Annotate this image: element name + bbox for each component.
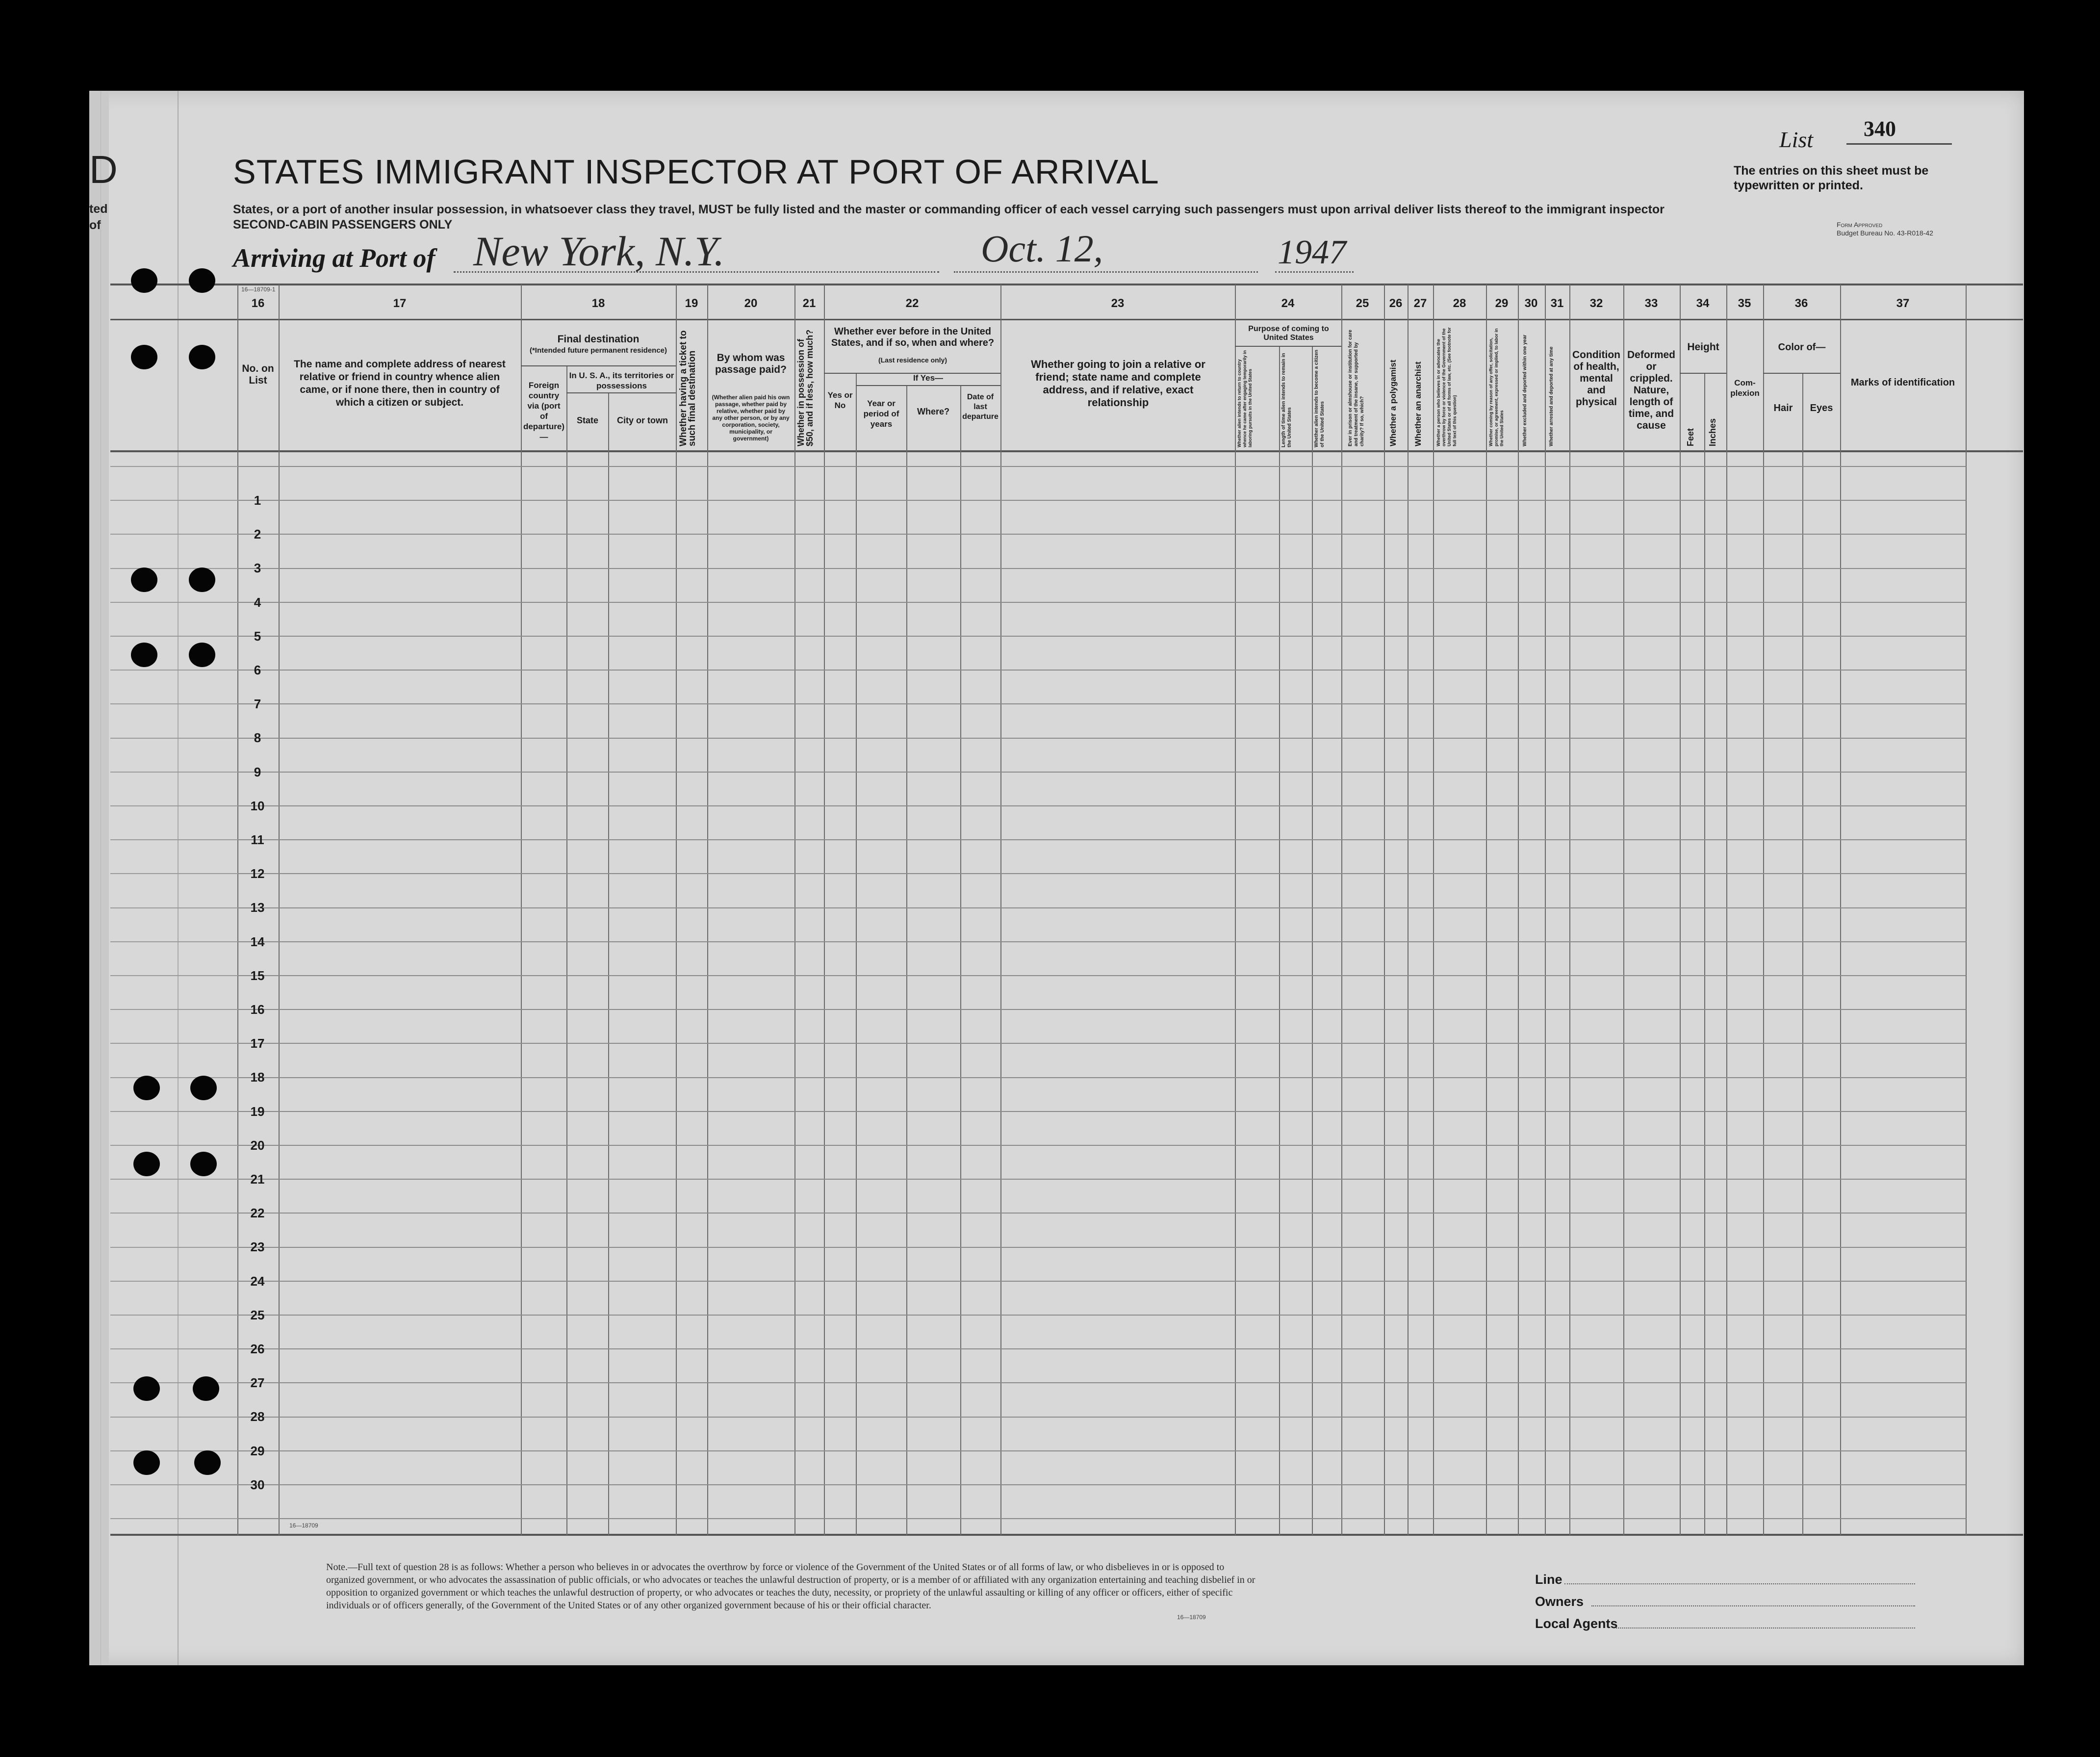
row-number: 28: [250, 1409, 265, 1424]
colnum-27: 27: [1413, 297, 1427, 310]
sub-rule: [1680, 373, 1726, 374]
row-number: 9: [254, 765, 261, 779]
row-rule: [237, 1315, 1966, 1316]
header-date-departure: Date of last departure: [962, 393, 999, 421]
col-divider: [1408, 284, 1409, 1535]
punch-hole: [189, 568, 215, 592]
row-rule-margin: [110, 1043, 238, 1044]
header-ticket: Whether having a ticket to such final destination: [678, 330, 697, 446]
row-rule: [237, 703, 1966, 704]
row-rule: [237, 1043, 1966, 1044]
header-feet: Feet: [1686, 428, 1695, 446]
date-line: [954, 271, 1258, 273]
header-years: Year or period of years: [863, 399, 899, 429]
row-rule-margin: [110, 907, 238, 908]
row-number: 13: [250, 900, 265, 915]
header-purpose: Purpose of coming to United States: [1248, 325, 1329, 342]
row-number: 16: [250, 1002, 265, 1017]
list-label: List: [1779, 127, 1814, 152]
instructions-line: States, or a port of another insular possession, in whatsoever class they travel, MUST be fully listed and the master or commanding officer of each vessel carrying such passengers must upon arrival deliver lists thereof to the immigrant inspector: [233, 203, 1665, 216]
col-divider: [566, 365, 567, 1535]
col-divider: [1726, 284, 1727, 1535]
colnum-22: 22: [905, 297, 919, 310]
row-rule-margin: [110, 873, 238, 874]
sub-rule: [1763, 373, 1840, 374]
colnum-19: 19: [685, 297, 698, 310]
colnum-23: 23: [1111, 297, 1125, 310]
header-purpose-return: Whether alien intends to return to country whence he came after engaging temporarily in laboring pursuits in the United States: [1237, 350, 1253, 447]
col-divider: [1569, 284, 1570, 1535]
row-number: 14: [250, 934, 265, 949]
row-rule-margin: [110, 1247, 238, 1248]
colnum-18: 18: [591, 297, 605, 310]
punch-hole: [189, 345, 215, 369]
partial-text-1: ted: [89, 202, 108, 216]
header-polygamist: Whether a polygamist: [1388, 360, 1398, 446]
row-number: 8: [254, 730, 261, 745]
row-number: 21: [250, 1172, 265, 1187]
row-rule: [237, 1009, 1966, 1010]
row-rule-margin: [110, 1417, 238, 1418]
colnum-25: 25: [1356, 297, 1369, 310]
row-rule-margin: [110, 1179, 238, 1180]
row-rule: [237, 1484, 1966, 1485]
row-rule-margin: [110, 1281, 238, 1282]
header-last-residence: (Last residence only): [878, 356, 948, 364]
row-number: 26: [250, 1342, 265, 1356]
row-rule-margin: [110, 466, 238, 467]
header-city: City or town: [617, 415, 668, 425]
row-rule: [237, 772, 1966, 773]
colnum-28: 28: [1453, 297, 1466, 310]
sub-rule: [521, 365, 676, 366]
row-rule: [237, 602, 1966, 603]
row-number: 17: [250, 1036, 265, 1051]
table-bottom-rule: [110, 1534, 2023, 1536]
row-rule: [237, 466, 1966, 467]
budget-bureau-number: Budget Bureau No. 43-R018-42: [1837, 229, 1933, 237]
sub-rule: [856, 385, 1000, 386]
col-divider: [824, 284, 825, 1535]
row-rule: [237, 975, 1966, 976]
header-eyes: Eyes: [1810, 403, 1833, 413]
row-number: 20: [250, 1138, 265, 1153]
row-rule: [237, 670, 1966, 671]
row-rule-margin: [110, 636, 238, 637]
row-number: 6: [254, 663, 261, 677]
col-divider: [1802, 373, 1803, 1535]
row-number: 18: [250, 1070, 265, 1085]
colnum-16: 16: [251, 297, 265, 310]
header-excluded: Whether excluded and deported within one year: [1522, 335, 1528, 446]
punch-hole: [190, 1076, 217, 1100]
col-divider: [856, 373, 857, 1535]
row-rule-margin: [110, 568, 238, 569]
col-divider: [279, 284, 280, 1535]
sub-rule: [566, 392, 676, 393]
row-rule: [237, 500, 1966, 501]
row-rule: [237, 941, 1966, 942]
row-rule-margin: [110, 500, 238, 501]
row-rule: [237, 1077, 1966, 1078]
typewritten-note: The entries on this sheet must be typewritten or printed.: [1734, 164, 1929, 192]
row-rule-margin: [110, 1518, 238, 1519]
row-rule: [237, 738, 1966, 739]
col-divider: [1704, 373, 1705, 1535]
col-divider: [1840, 284, 1841, 1535]
colnum-35: 35: [1738, 297, 1751, 310]
header-col17: The name and complete address of nearest relative or friend in country whence alien came, or if none there, then in country of which a citizen or subject.: [294, 359, 506, 408]
date-handwritten: Oct. 12,: [981, 227, 1103, 270]
list-number: 340: [1864, 117, 1896, 141]
partial-title-letter: D: [89, 148, 118, 191]
row-rule-margin: [110, 1111, 238, 1112]
header-deformed: Deformed or crippled. Nature, length of time, and cause: [1627, 349, 1676, 431]
list-underline: [1846, 143, 1952, 145]
header-marks: Marks of identification: [1850, 377, 1955, 388]
punch-hole: [133, 1376, 160, 1401]
row-rule: [237, 568, 1966, 569]
header-hair: Hair: [1773, 403, 1793, 413]
row-number: 2: [254, 527, 261, 542]
row-rule-margin: [110, 772, 238, 773]
colnum-24: 24: [1281, 297, 1295, 310]
form-approved: Form Approved: [1837, 221, 1883, 229]
header-in-usa: In U. S. A., its territories or possessions: [569, 371, 674, 390]
row-rule: [237, 839, 1966, 840]
col-divider: [1680, 284, 1681, 1535]
row-number: 4: [254, 595, 261, 610]
col-divider: [1235, 284, 1236, 1535]
header-complexion: Com-plexion: [1730, 378, 1760, 398]
header-if-yes: If Yes—: [913, 373, 944, 383]
row-rule-margin: [110, 805, 238, 806]
colnum-31: 31: [1550, 297, 1564, 310]
col-divider: [1486, 284, 1487, 1535]
header-bottom-rule: [110, 450, 2023, 452]
col-divider: [960, 385, 961, 1535]
row-rule-margin: [110, 1077, 238, 1078]
row-rule: [237, 1348, 1966, 1349]
punch-hole: [189, 268, 215, 293]
colnum-20: 20: [744, 297, 758, 310]
row-rule: [237, 907, 1966, 908]
col-divider: [237, 284, 238, 1535]
passenger-class: SECOND-CABIN PASSENGERS ONLY: [233, 218, 453, 232]
row-rule: [237, 805, 1966, 806]
form-number-top: 16—18709-1: [241, 286, 276, 293]
header-question-28: Whether a person who believes in or advocates the overthrow by force or violence of the Government of the United States or of all forms of law, etc. (See footnote for full text of this question): [1436, 327, 1457, 446]
port-handwritten: New York, N.Y.: [473, 228, 725, 275]
header-join-relative: Whether going to join a relative or friend; state name and complete address, and if relative, exact relationship: [1031, 358, 1205, 409]
punch-hole: [131, 268, 157, 293]
row-number: 10: [250, 799, 265, 813]
header-prison: Ever in prison or almshouse or institution for care and treatment of the insane, or supported by charity? If so, which?: [1348, 330, 1365, 446]
punch-hole: [131, 568, 157, 592]
col-divider: [1623, 284, 1624, 1535]
row-rule-margin: [110, 1009, 238, 1010]
arriving-label: Arriving at Port of: [233, 243, 435, 273]
line-field[interactable]: [1564, 1583, 1915, 1584]
header-anarchist: Whether an anarchist: [1413, 362, 1423, 446]
form-sheet: [89, 91, 2024, 1665]
col-divider: [521, 284, 522, 1535]
footer-form-number: 16—18709: [1177, 1614, 1206, 1621]
header-ever-before: Whether ever before in the United States, and if so, when and where?: [831, 326, 995, 348]
row-rule: [237, 1145, 1966, 1146]
col-divider: [608, 392, 609, 1535]
col-divider: [1545, 284, 1546, 1535]
colnum-32: 32: [1589, 297, 1603, 310]
col-divider: [1279, 346, 1280, 1535]
row-number: 7: [254, 697, 261, 711]
colnum-21: 21: [802, 297, 816, 310]
colnum-33: 33: [1644, 297, 1658, 310]
col-divider: [1433, 284, 1434, 1535]
colnum-26: 26: [1389, 297, 1403, 310]
header-passage-paid: By whom was passage paid?: [715, 352, 787, 375]
header-passage-paid-sub: (Whether alien paid his own passage, whether paid by relative, whether paid by any other person, or by any corporation, society, municipality, or government): [712, 394, 790, 442]
header-inches: Inches: [1708, 418, 1717, 446]
row-rule-margin: [110, 975, 238, 976]
row-rule-margin: [110, 670, 238, 671]
punch-hole: [131, 643, 157, 667]
header-yes-no: Yes or No: [827, 390, 853, 410]
row-number: 22: [250, 1206, 265, 1220]
row-rule-margin: [110, 602, 238, 603]
col-divider: [794, 284, 795, 1535]
punch-hole: [190, 1152, 217, 1176]
header-purpose-citizen: Whether alien intends to become a citizen of the United States: [1314, 350, 1325, 447]
row-number: 1: [254, 493, 261, 508]
row-rule: [237, 636, 1966, 637]
col-divider: [1341, 284, 1342, 1535]
col-divider: [1763, 284, 1764, 1535]
row-rule: [237, 1247, 1966, 1248]
header-no-on-list: No. on List: [242, 363, 274, 386]
row-rule-margin: [110, 941, 238, 942]
colnum-17: 17: [393, 297, 407, 310]
col-divider: [906, 385, 907, 1535]
colnum-30: 30: [1524, 297, 1538, 310]
row-rule: [237, 873, 1966, 874]
local-agents-label: Local Agents: [1535, 1616, 1618, 1631]
row-rule: [237, 1111, 1966, 1112]
col-divider: [1384, 284, 1385, 1535]
row-rule-margin: [110, 1315, 238, 1316]
row-number: 12: [250, 866, 265, 881]
row-number: 3: [254, 561, 261, 575]
row-rule: [237, 1281, 1966, 1282]
row-rule: [237, 1518, 1966, 1519]
header-health: Condition of health, mental and physical: [1572, 349, 1620, 408]
header-state: State: [576, 415, 598, 425]
row-number: 5: [254, 629, 261, 644]
line-label: Line: [1535, 1572, 1562, 1587]
header-final-destination-sub: (*Intended future permanent residence): [529, 346, 667, 355]
punch-hole: [194, 1450, 221, 1475]
col-divider: [1518, 284, 1519, 1535]
header-height: Height: [1687, 341, 1719, 353]
row-rule: [237, 1417, 1966, 1418]
row-rule-margin: [110, 1348, 238, 1349]
row-rule: [237, 1450, 1966, 1451]
col-divider: [707, 284, 708, 1535]
partial-text-2: of: [89, 218, 101, 232]
row-rule: [237, 1213, 1966, 1214]
row-rule-margin: [110, 1450, 238, 1451]
col-divider: [676, 284, 677, 1535]
row-rule-margin: [110, 839, 238, 840]
row-number: 29: [250, 1444, 265, 1458]
footnote-question-28: Note.—Full text of question 28 is as follows: Whether a person who believes in or advocates the overthrow by force or violence of the Government of the United States or of all forms of law, or who disbelieves in or is opposed to organized government, or who advocates the assassination of public officials, or who advocates or teaches the unlawful destruction of property, or is a member of or affiliated with any organization entertaining and teaching disbelief in or opposition to organized government or which teaches the unlawful destruction of property, or who advocates or teaches the duty, necessity, or propriety of the unlawful assaulting or killing of any officer or officers, either of specific individuals or of officers generally, of the Government of the United States or of any other organized government because of his or their official character.: [326, 1562, 1255, 1611]
row-rule-margin: [110, 1145, 238, 1146]
punch-hole: [133, 1450, 160, 1475]
form-number-bottom: 16—18709: [289, 1522, 318, 1529]
header-arrested: Whether arrested and deported at any time: [1549, 346, 1554, 446]
row-rule: [237, 1382, 1966, 1383]
punch-hole: [133, 1152, 160, 1176]
colnum-34: 34: [1696, 297, 1710, 310]
col-divider: [1312, 346, 1313, 1535]
page-title: STATES IMMIGRANT INSPECTOR AT PORT OF ARRIVAL: [233, 153, 1159, 191]
row-number: 25: [250, 1308, 265, 1322]
header-fifty-dollars: Whether in possession of $50, and if less, how much?: [796, 329, 815, 446]
header-purpose-length: Length of time alien intends to remain in the United States: [1281, 353, 1292, 447]
row-rule: [237, 534, 1966, 535]
row-rule: [237, 1179, 1966, 1180]
punch-hole: [189, 643, 215, 667]
header-final-destination: Final destination: [557, 334, 640, 345]
col-divider: [1966, 284, 1967, 1535]
header-color-of: Color of—: [1778, 342, 1826, 353]
colnum-37: 37: [1896, 297, 1910, 310]
table-top-rule: [110, 284, 2023, 285]
row-rule-margin: [110, 1213, 238, 1214]
punch-hole: [131, 345, 157, 369]
colnum-36: 36: [1794, 297, 1808, 310]
row-number: 24: [250, 1274, 265, 1289]
binding-fold-line: [178, 91, 179, 1665]
header-foreign-country: Foreign country via (port of departure)—: [523, 381, 565, 441]
row-rule-margin: [110, 738, 238, 739]
owners-label: Owners: [1535, 1594, 1584, 1609]
budget-block: [1837, 221, 1933, 237]
colnum-rule: [110, 319, 2023, 320]
colnum-29: 29: [1495, 297, 1509, 310]
year-handwritten: 1947: [1278, 233, 1346, 271]
row-number: 15: [250, 968, 265, 983]
owners-field[interactable]: [1591, 1605, 1915, 1606]
row-number: 23: [250, 1240, 265, 1254]
row-rule-margin: [110, 534, 238, 535]
row-rule-margin: [110, 1484, 238, 1485]
row-rule-margin: [110, 703, 238, 704]
row-number: 11: [251, 832, 264, 847]
row-rule-margin: [110, 1382, 238, 1383]
punch-hole: [193, 1376, 219, 1401]
header-offer-labor: Whether coming by reason of any offer, solicitation, promise, or agreement, expressed or implied, to labor in the United States: [1488, 328, 1504, 446]
row-number: 19: [250, 1104, 265, 1119]
row-number: 27: [250, 1375, 265, 1390]
punch-hole: [133, 1076, 160, 1100]
previous-page-edge: [89, 91, 109, 1665]
row-number: 30: [250, 1477, 265, 1492]
sub-rule: [1235, 346, 1341, 347]
col-divider: [1000, 284, 1001, 1535]
header-where: Where?: [917, 407, 949, 416]
